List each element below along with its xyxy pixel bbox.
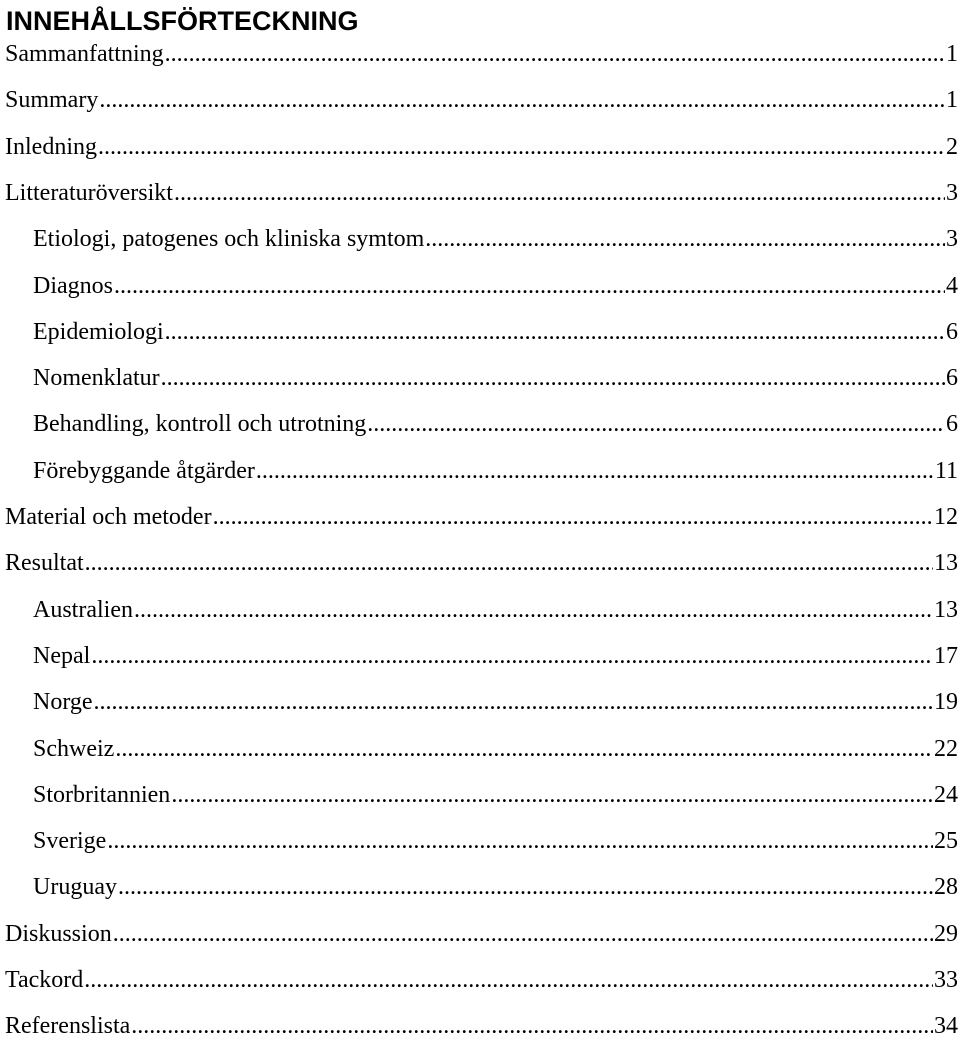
dot-leader [94,688,933,716]
toc-entry-label: Uruguay [33,874,117,901]
toc-entry-page-number: 1 [946,87,958,114]
toc-entry-label: Diskussion [5,920,112,947]
toc-entry[interactable] [0,219,960,253]
toc-entry-label: Litteraturöversikt [5,179,173,206]
dot-leader [256,457,934,485]
toc-entry[interactable] [0,173,960,207]
toc-entry-page-number: 25 [934,828,958,855]
dot-leader [85,549,933,577]
dot-leader [213,503,933,531]
toc-entry-label: Diagnos [33,272,113,299]
dot-leader [165,40,945,68]
toc-entry-label: Epidemiologi [33,318,164,345]
toc-entry[interactable] [0,358,960,392]
toc-entry-page-number: 33 [934,967,958,993]
toc-entry[interactable] [0,127,960,161]
toc-entry[interactable] [0,312,960,346]
toc-entry[interactable] [0,914,960,948]
toc-entry[interactable] [0,682,960,716]
toc-entry[interactable] [0,543,960,577]
toc-entry-label: Sverige [33,828,107,855]
dot-leader [107,827,933,855]
toc-entry-label: Resultat [5,550,84,577]
dot-leader [91,642,933,670]
toc-entry-label: Storbritannien [33,781,171,808]
toc-title: INNEHÅLLSFÖRTECKNING [6,6,359,36]
toc-entry-page-number: 28 [934,874,958,901]
toc-entry-page-number: 34 [934,1013,958,1040]
dot-leader [98,133,945,161]
toc-entry-label: Förebyggande åtgärder [33,457,255,484]
toc-entry-page-number: 13 [934,550,958,577]
toc-entry-page-number: 13 [934,596,958,623]
toc-entry-page-number: 3 [946,226,958,253]
dot-leader [118,873,933,901]
toc-entry[interactable] [0,497,960,531]
toc-entry[interactable] [0,266,960,300]
toc-entry-label: Etiologi, patogenes och kliniska symtom [33,226,425,253]
toc-entry-page-number: 17 [934,642,958,669]
toc-entry[interactable] [0,867,960,901]
toc-entry-page-number: 3 [946,179,958,206]
toc-entry-page-number: 29 [934,920,958,947]
toc-entry-label: Nepal [33,642,91,669]
toc-entry[interactable] [0,80,960,114]
dot-leader [174,179,945,207]
toc-entry[interactable] [0,404,960,438]
toc-entry-label: Inledning [5,133,97,160]
dot-leader [115,735,933,763]
dot-leader [425,225,945,253]
toc-entry[interactable] [0,1006,960,1040]
dot-leader [99,86,945,114]
toc-entry[interactable] [0,636,960,670]
toc-entry-label: Nomenklatur [33,365,160,392]
toc-entry[interactable] [0,34,960,68]
toc-entry-page-number: 2 [946,133,958,160]
dot-leader [367,410,945,438]
toc-entry-page-number: 11 [934,457,958,484]
toc-entry-page-number: 12 [934,504,958,530]
toc-entry-label: Norge [33,689,93,716]
toc-entry-label: Behandling, kontroll och utrotning [33,411,367,438]
toc-entry[interactable] [0,960,960,994]
toc-entry-label: Schweiz [33,735,115,762]
toc-entry[interactable] [0,821,960,855]
toc-entry-label: Summary [5,87,99,114]
dot-leader [165,318,945,346]
dot-leader [131,1012,933,1040]
toc-entry[interactable] [0,775,960,809]
toc-entry[interactable] [0,590,960,624]
toc-entry[interactable] [0,729,960,763]
dot-leader [161,364,945,392]
toc-entry[interactable] [0,451,960,485]
toc-entry-page-number: 19 [934,689,958,716]
toc-entry-label: Referenslista [5,1013,131,1040]
toc-entry-page-number: 6 [946,411,958,438]
toc-entry-page-number: 22 [934,735,958,762]
toc-entry-page-number: 6 [946,365,958,392]
dot-leader [113,920,933,948]
toc-entry-page-number: 6 [946,318,958,345]
toc-entry-label: Material och metoder [5,504,212,530]
dot-leader [84,966,933,994]
toc-entry-page-number: 4 [946,272,958,299]
dot-leader [114,272,945,300]
toc-entry-label: Australien [33,596,133,623]
toc-entry-label: Sammanfattning [5,41,164,67]
dot-leader [134,596,933,624]
dot-leader [171,781,933,809]
toc-entry-page-number: 24 [934,781,958,808]
toc-entry-page-number: 1 [946,41,958,67]
toc-entry-label: Tackord [5,967,84,993]
